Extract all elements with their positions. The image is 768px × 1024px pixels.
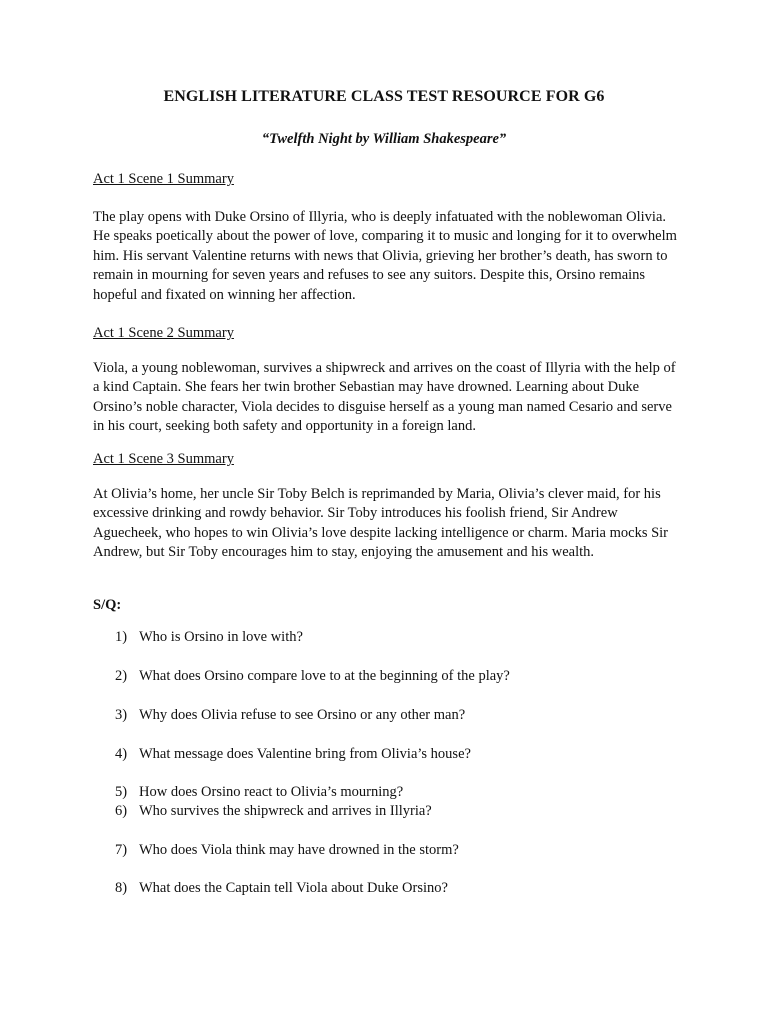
question-number: 3) [115, 707, 128, 723]
question-text: What does the Captain tell Viola about Duke Orsino? [139, 880, 448, 896]
question-item [115, 629, 303, 646]
question-item [115, 784, 403, 801]
section-text-scene-1: The play opens with Duke Orsino of Illyria, who is deeply infatuated with the noblewoman Olivia. He speaks poetically about the power of love, comparing it to music and longing for it to overwhelm him. His servant Valentine returns with news that Olivia, grieving her brother’s death, has sworn to remain in mourning for seven years and refuses to see any suitors. Despite this, Orsino remains hopeful and fixated on winning her affection. [93, 209, 677, 303]
short-questions-label: S/Q: [93, 597, 122, 613]
question-text: Who is Orsino in love with? [139, 629, 303, 645]
question-text: How does Orsino react to Olivia’s mourning? [139, 784, 404, 800]
question-number: 2) [115, 668, 128, 684]
question-item [115, 880, 448, 897]
question-number: 7) [115, 842, 128, 858]
question-number: 6) [115, 803, 128, 819]
page-subtitle: “Twelfth Night by William Shakespeare” [261, 131, 507, 147]
question-text: Who survives the shipwreck and arrives in Illyria? [139, 803, 432, 819]
question-item [115, 842, 459, 859]
section-heading-scene-2: Act 1 Scene 2 Summary [93, 325, 234, 341]
question-number: 4) [115, 746, 128, 762]
question-text: What does Orsino compare love to at the beginning of the play? [139, 668, 510, 684]
question-text: What message does Valentine bring from Olivia’s house? [139, 746, 471, 762]
question-item [115, 746, 471, 763]
question-number: 5) [115, 784, 128, 800]
section-text-scene-3: At Olivia’s home, her uncle Sir Toby Belch is reprimanded by Maria, Olivia’s clever maid, for his excessive drinking and rowdy behavior. Sir Toby introduces his foolish friend, Sir Andrew Aguecheek, who hopes to win Olivia’s love despite lacking intelligence or charm. Maria mocks Sir Andrew, but Sir Toby encourages him to stay, enjoying the amusement and his wealth. [93, 486, 669, 561]
section-heading-scene-3: Act 1 Scene 3 Summary [93, 451, 234, 467]
question-item [115, 803, 432, 820]
page-title: ENGLISH LITERATURE CLASS TEST RESOURCE FOR G6 [163, 88, 605, 105]
question-item [115, 707, 465, 724]
section-heading-scene-1: Act 1 Scene 1 Summary [93, 171, 234, 187]
question-item [115, 668, 510, 685]
question-text: Why does Olivia refuse to see Orsino or any other man? [139, 707, 466, 723]
section-text-scene-2: Viola, a young noblewoman, survives a shipwreck and arrives on the coast of Illyria with the help of a kind Captain. She fears her twin brother Sebastian may have drowned. Learning about Duke Orsino’s noble character, Viola decides to disguise herself as a young man named Cesario and serve in his court, seeking both safety and opportunity in a foreign land. [93, 360, 676, 435]
question-text: Who does Viola think may have drowned in the storm? [139, 842, 459, 858]
question-number: 8) [115, 880, 128, 896]
question-number: 1) [115, 629, 128, 645]
